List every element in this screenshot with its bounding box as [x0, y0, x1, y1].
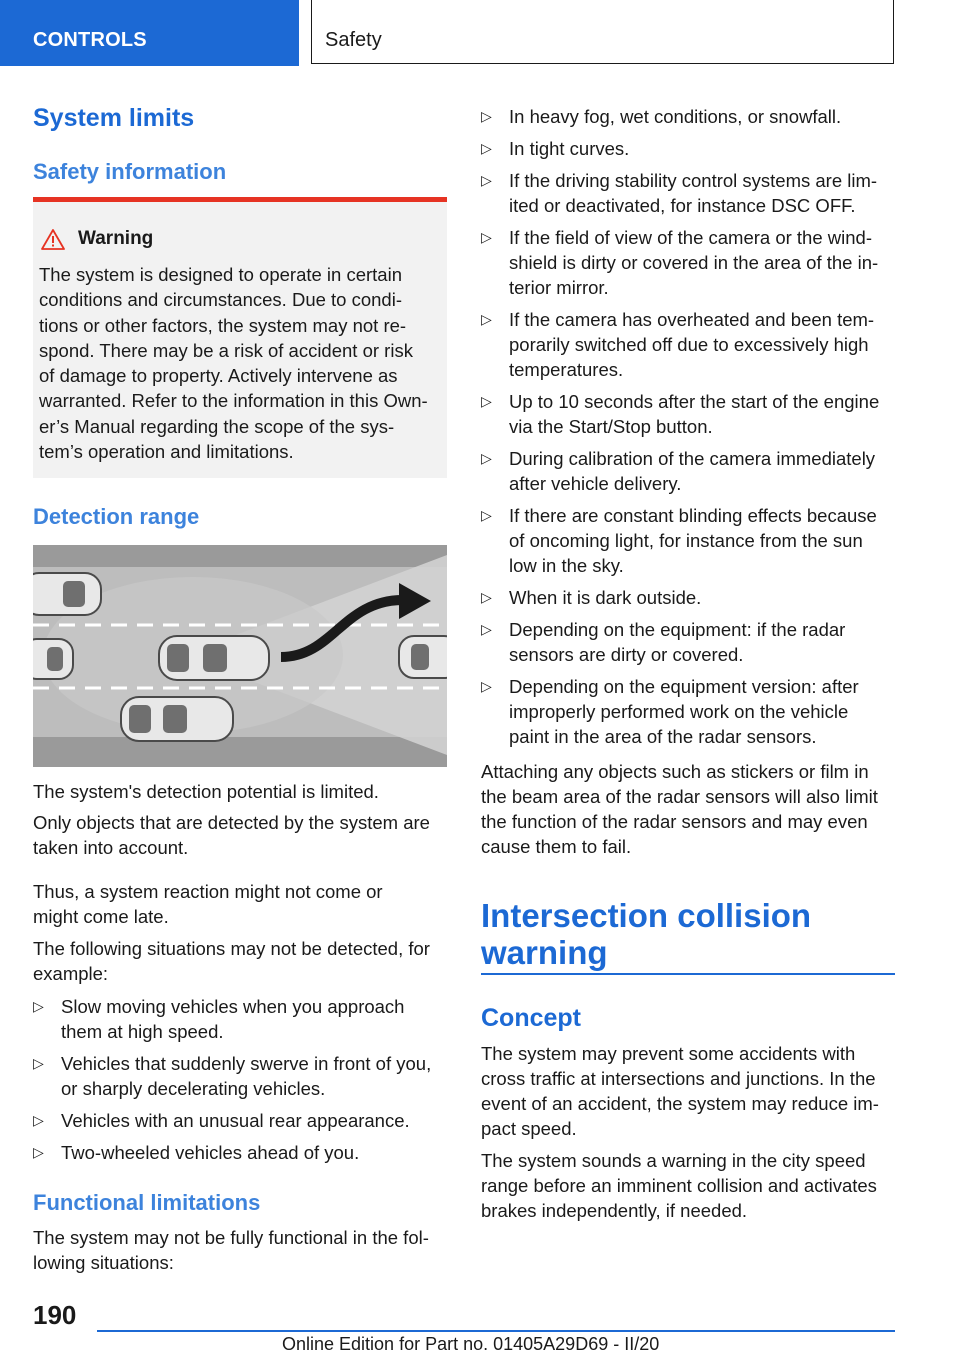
list-item-line: ▷ When it is dark outside. — [509, 587, 702, 608]
list-item-line: ▷ Up to 10 seconds after the start of the engine — [509, 391, 880, 412]
list-item — [33, 1140, 453, 1165]
list-item — [481, 389, 901, 439]
detection-range-illustration — [33, 545, 447, 767]
list-item-line: ▷ During calibration of the camera immediately — [509, 448, 876, 469]
paragraph-line: the function of the radar sensors and may even — [481, 811, 868, 832]
list-item-line: ▷ Two-wheeled vehicles ahead of you. — [61, 1142, 360, 1163]
list-item-line: ited or deactivated, for instance DSC OFF. — [509, 195, 856, 216]
warning-line: spond. There may be a risk of accident or risk — [39, 339, 413, 361]
list-item-line: or sharply decelerating vehicles. — [61, 1078, 326, 1099]
chapter-label: Safety — [325, 29, 382, 51]
undetected-list — [33, 994, 453, 1165]
list-item — [481, 136, 901, 161]
chapter-heading — [481, 897, 895, 971]
concept-heading: Concept — [481, 1004, 581, 1032]
warning-line: tions or other factors, the system may not re- — [39, 314, 407, 336]
list-item — [481, 307, 901, 382]
list-item-line: ▷ If the driving stability control systems are lim- — [509, 170, 878, 191]
list-item — [481, 168, 901, 218]
functional-limitations-heading: Functional limitations — [33, 1190, 261, 1215]
paragraph-line: event of an accident, the system may reduce im- — [481, 1093, 879, 1114]
warning-title: Warning — [78, 228, 154, 249]
paragraph-line: The following situations may not be detected, for — [33, 938, 430, 959]
paragraph-line: might come late. — [33, 906, 169, 927]
limitations-list — [481, 104, 901, 749]
paragraph-line: Thus, a system reaction might not come or — [33, 881, 383, 902]
list-item — [33, 1051, 453, 1101]
list-item — [481, 225, 901, 300]
list-item-line: ▷ Vehicles with an unusual rear appearance. — [61, 1110, 410, 1131]
paragraph-line: The system may prevent some accidents with — [481, 1043, 856, 1064]
list-item — [481, 104, 901, 129]
list-item-line: porarily switched off due to excessively high — [509, 334, 869, 355]
section-label: CONTROLS — [33, 29, 147, 51]
warning-line: conditions and circumstances. Due to condi- — [39, 289, 402, 311]
chapter-heading-line: Intersection collision — [481, 897, 812, 934]
paragraph-line: The system may not be fully functional in the fol- — [33, 1227, 429, 1248]
list-item-line: ▷ Depending on the equipment: if the radar — [509, 619, 846, 640]
chapter-tab — [311, 0, 894, 64]
list-item-line: paint in the area of the radar sensors. — [509, 726, 817, 747]
list-item-line: ▷ In tight curves. — [509, 138, 630, 159]
paragraph-line: brakes independently, if needed. — [481, 1200, 748, 1221]
list-item-line: them at high speed. — [61, 1021, 224, 1042]
list-item-line: shield is dirty or covered in the area of the in- — [509, 252, 879, 273]
list-item-line: via the Start/Stop button. — [509, 416, 713, 437]
list-item-line: after vehicle delivery. — [509, 473, 682, 494]
warning-box — [33, 197, 447, 478]
list-item-line: low in the sky. — [509, 555, 624, 576]
list-item-line: ▷ Slow moving vehicles when you approach — [61, 996, 405, 1017]
warning-text — [39, 262, 439, 464]
paragraph-line: the beam area of the radar sensors will also limit — [481, 786, 878, 807]
paragraph-line: Only objects that are detected by the system are — [33, 812, 430, 833]
section-title: System limits — [33, 104, 195, 132]
paragraph-line: pact speed. — [481, 1118, 577, 1139]
list-item-line: temperatures. — [509, 359, 624, 380]
list-item-line: of oncoming light, for instance from the sun — [509, 530, 863, 551]
warning-line: er’s Manual regarding the scope of the sys- — [39, 415, 395, 437]
list-item — [33, 1108, 453, 1133]
edition-note: Online Edition for Part no. 01405A29D69 - II/20 — [282, 1334, 660, 1354]
section-tab — [0, 0, 299, 66]
warning-line: warranted. Refer to the information in this Own- — [39, 390, 428, 412]
paragraph-line: taken into account. — [33, 837, 189, 858]
safety-info-heading: Safety information — [33, 159, 227, 184]
list-item-line: ▷ If there are constant blinding effects because — [509, 505, 877, 526]
paragraph-line: example: — [33, 963, 109, 984]
warning-triangle-icon — [41, 229, 65, 250]
list-item-line: terior mirror. — [509, 277, 609, 298]
detection-range-heading: Detection range — [33, 504, 200, 529]
list-item-line: sensors are dirty or covered. — [509, 644, 744, 665]
list-item-line: ▷ If the field of view of the camera or the wind- — [509, 227, 872, 248]
warning-line: The system is designed to operate in certain — [39, 264, 402, 285]
paragraph-line: Attaching any objects such as stickers or film in — [481, 761, 869, 782]
list-item — [481, 617, 901, 667]
paragraph-line: The system sounds a warning in the city speed — [481, 1150, 866, 1171]
list-item — [481, 503, 901, 578]
list-item — [481, 446, 901, 496]
warning-line: of damage to property. Actively intervene as — [39, 365, 398, 387]
heading-rule — [481, 973, 895, 975]
list-item-line: ▷ If the camera has overheated and been tem- — [509, 309, 875, 330]
list-item-line: improperly performed work on the vehicle — [509, 701, 849, 722]
list-item-line: ▷ Depending on the equipment version: after — [509, 676, 859, 697]
list-item-line: ▷ In heavy fog, wet conditions, or snowfall. — [509, 106, 842, 127]
paragraph-line: lowing situations: — [33, 1252, 174, 1273]
list-item — [481, 585, 901, 610]
list-item — [33, 994, 453, 1044]
paragraph-line: cause them to fail. — [481, 836, 632, 857]
paragraph: The system's detection potential is limited. — [33, 781, 379, 802]
list-item-line: ▷ Vehicles that suddenly swerve in front of you, — [61, 1053, 432, 1074]
paragraph-line: cross traffic at intersections and junctions. In the — [481, 1068, 876, 1089]
paragraph-line: range before an imminent collision and activates — [481, 1175, 877, 1196]
list-item — [481, 674, 901, 749]
chapter-heading-line: warning — [481, 934, 608, 971]
page-number: 190 — [33, 1300, 77, 1330]
footer-rule — [97, 1330, 895, 1332]
warning-line: tem’s operation and limitations. — [39, 441, 294, 463]
